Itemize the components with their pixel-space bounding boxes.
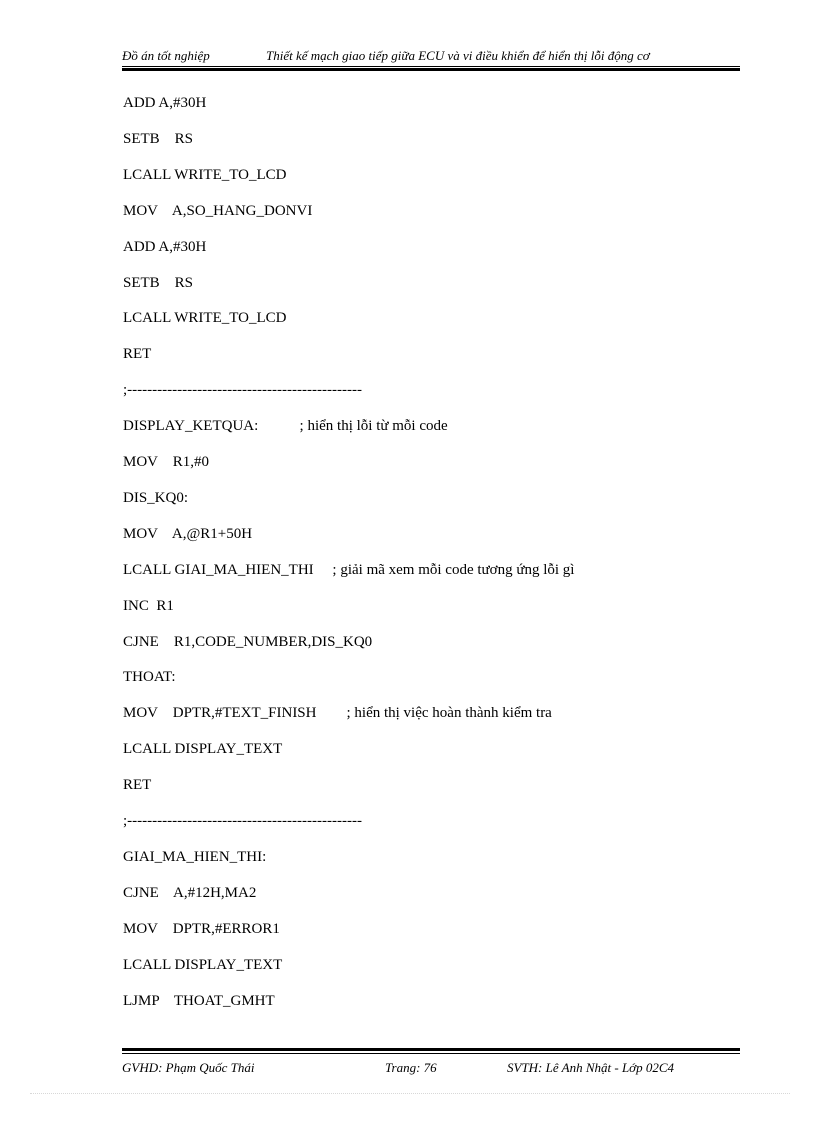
code-line: DISPLAY_KETQUA: ; hiển thị lỗi từ mỗi code [123, 418, 448, 435]
code-line: LCALL GIAI_MA_HIEN_THI ; giải mã xem mỗi code tương ứng lỗi gì [123, 561, 575, 578]
code-line: MOV DPTR,#TEXT_FINISH ; hiển thị việc hoàn thành kiểm tra [123, 705, 552, 722]
footer-rule-thin [122, 1053, 740, 1054]
code-line: LCALL WRITE_TO_LCD [123, 310, 287, 327]
page-footer [122, 1060, 740, 1076]
footer-rule-thick [122, 1048, 740, 1051]
page-bottom-border [30, 1093, 790, 1094]
code-line: LCALL DISPLAY_TEXT [123, 741, 283, 758]
code-line: LCALL WRITE_TO_LCD [123, 166, 287, 183]
code-line: ADD A,#30H [123, 238, 207, 255]
code-line: LCALL DISPLAY_TEXT [123, 956, 283, 973]
code-line: INC R1 [123, 597, 174, 614]
page-header [122, 48, 740, 64]
code-line: RET [123, 346, 152, 363]
code-line: ;----------------------------------------------- [123, 382, 362, 399]
code-line: ;----------------------------------------------- [123, 813, 362, 829]
code-line: RET [123, 777, 152, 794]
code-line: MOV A,SO_HANG_DONVI [123, 202, 313, 219]
code-line: SETB RS [123, 130, 194, 147]
header-rule-thin [122, 66, 740, 67]
code-line: GIAI_MA_HIEN_THI: [123, 848, 267, 865]
header-document-type: Đồ án tốt nghiệp [122, 48, 210, 63]
code-line: CJNE A,#12H,MA2 [123, 884, 257, 901]
footer-student: SVTH: Lê Anh Nhật - Lớp 02C4 [507, 1060, 675, 1075]
header-rule-thick [122, 68, 740, 71]
code-line: LJMP THOAT_GMHT [123, 992, 275, 1009]
code-line: MOV DPTR,#ERROR1 [123, 920, 280, 937]
footer-instructor: GVHD: Phạm Quốc Thái [122, 1060, 255, 1075]
code-line: MOV A,@R1+50H [123, 525, 253, 542]
code-line: CJNE R1,CODE_NUMBER,DIS_KQ0 [123, 633, 373, 650]
header-thesis-title: Thiết kế mạch giao tiếp giữa ECU và vi điều khiển để hiển thị lỗi động cơ [266, 48, 650, 63]
footer-page-number: Trang: 76 [385, 1060, 437, 1075]
code-line: SETB RS [123, 274, 194, 291]
code-line: MOV R1,#0 [123, 454, 209, 470]
code-line: DIS_KQ0: [123, 489, 189, 506]
code-line: THOAT: [123, 669, 176, 686]
code-line: ADD A,#30H [123, 95, 207, 111]
